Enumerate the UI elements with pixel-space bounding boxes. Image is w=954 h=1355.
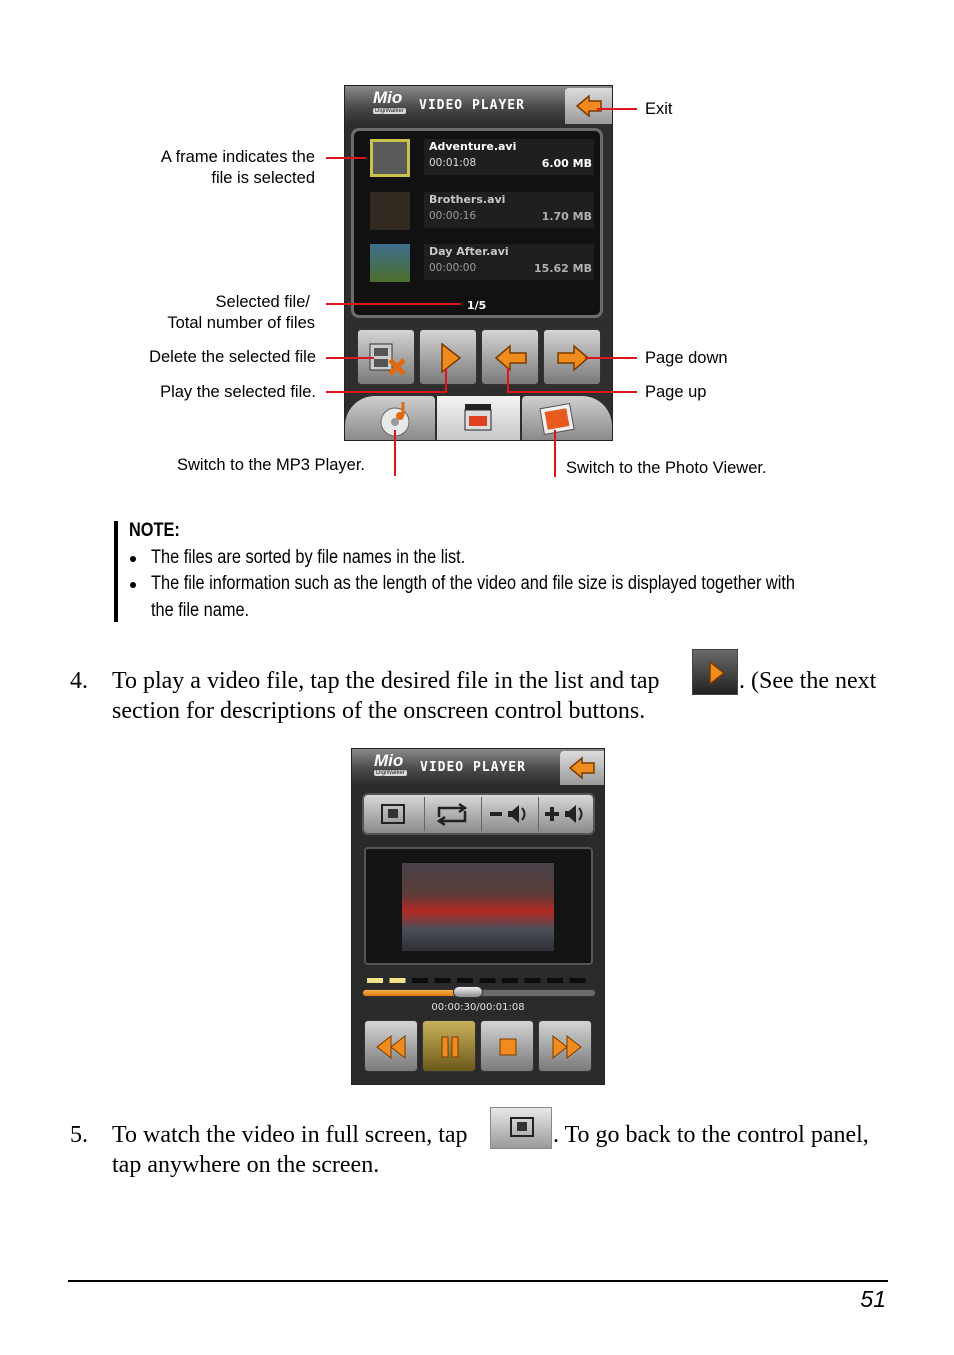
note-bullet-1: The files are sorted by file names in the list. (151, 547, 466, 568)
bullet-dot (130, 556, 136, 562)
step4-text-b: . (See the next (739, 668, 877, 694)
fullscreen-button[interactable] (366, 797, 421, 831)
callout-line (597, 108, 637, 110)
callout-delete: Delete the selected file (149, 348, 316, 366)
file-size: 15.62 MB (534, 262, 592, 275)
callout-line (507, 368, 509, 393)
file-thumbnail (370, 244, 410, 282)
play-icon (693, 650, 739, 696)
volume-segment (547, 978, 563, 983)
mp3-player-tab[interactable] (345, 396, 435, 440)
volume-up-button[interactable] (538, 797, 594, 831)
app-title: VIDEO PLAYER (420, 760, 526, 775)
file-list-panel (351, 128, 603, 318)
file-duration: 00:00:00 (429, 262, 477, 274)
note-bar (114, 521, 118, 622)
video-frame (364, 847, 593, 965)
file-name: Brothers.avi (429, 193, 506, 206)
callout-page-up: Page up (645, 383, 707, 401)
repeat-icon (425, 797, 480, 831)
progress-track[interactable] (362, 989, 596, 997)
app-header (345, 86, 612, 124)
step5-number: 5. (70, 1122, 88, 1148)
volume-segment (367, 978, 383, 983)
file-thumbnail (370, 192, 410, 230)
fast-forward-icon (539, 1021, 593, 1073)
playback-time: 00:00:30/00:01:08 (431, 1002, 525, 1013)
back-arrow-icon (565, 88, 612, 124)
digiwalker-logo: DigiWalker (375, 108, 404, 114)
step4-number: 4. (70, 668, 88, 694)
photo-icon (522, 396, 612, 440)
exit-button[interactable] (565, 88, 612, 124)
volume-segment (502, 978, 518, 983)
callout-frame-line2: file is selected (211, 169, 315, 187)
app-title: VIDEO PLAYER (419, 98, 525, 113)
file-duration: 00:01:08 (429, 157, 477, 169)
file-duration: 00:00:16 (429, 210, 477, 222)
digiwalker-logo: DigiWalker (376, 770, 405, 776)
footer-rule (68, 1280, 888, 1282)
callout-line (326, 391, 446, 393)
play-icon (420, 330, 478, 386)
step5-text-b: . To go back to the control panel, (553, 1122, 869, 1148)
file-row[interactable] (354, 135, 600, 179)
callout-line (326, 303, 461, 305)
callout-line (585, 357, 637, 359)
callout-mp3: Switch to the MP3 Player. (177, 456, 366, 474)
file-size: 6.00 MB (541, 157, 592, 170)
volume-segment (390, 978, 406, 983)
file-name: Day After.avi (429, 245, 509, 258)
volume-segment (412, 978, 428, 983)
callout-selected-line2: Total number of files (167, 314, 315, 332)
cd-music-icon (345, 396, 435, 440)
fullscreen-button-inline (490, 1107, 552, 1149)
callout-frame-line1: A frame indicates the (160, 148, 315, 166)
volume-level-indicator (367, 971, 592, 977)
back-arrow-icon (560, 751, 604, 785)
repeat-button[interactable] (424, 797, 480, 831)
video-player-tab[interactable] (437, 396, 520, 440)
rewind-button[interactable] (364, 1020, 418, 1072)
callout-selected-line1: Selected file/ (215, 293, 310, 311)
callout-play: Play the selected file. (160, 383, 316, 401)
play-button[interactable] (419, 329, 477, 385)
fullscreen-icon (366, 797, 421, 831)
mio-logo: Mio (374, 751, 404, 770)
callout-photo: Switch to the Photo Viewer. (566, 459, 767, 477)
step4-text-c: section for descriptions of the onscreen control buttons. (112, 698, 646, 724)
callout-line (326, 357, 374, 359)
file-row[interactable] (354, 240, 600, 284)
pause-icon (423, 1021, 477, 1073)
fast-forward-button[interactable] (538, 1020, 592, 1072)
app-header (352, 749, 604, 785)
page-number: 51 (860, 1286, 886, 1312)
video-playback-screenshot (351, 748, 605, 1085)
volume-segment (457, 978, 473, 983)
volume-down-button[interactable] (481, 797, 537, 831)
left-arrow-icon (482, 330, 540, 386)
step5-text-c: tap anywhere on the screen. (112, 1152, 380, 1178)
callout-line (326, 157, 366, 159)
video-image (402, 863, 554, 951)
fullscreen-icon (491, 1108, 553, 1150)
callout-line (508, 391, 637, 393)
callout-exit: Exit (645, 100, 673, 118)
step5-text-a: To watch the video in full screen, tap (112, 1122, 468, 1148)
bullet-dot (130, 582, 136, 588)
page-up-button[interactable] (481, 329, 539, 385)
volume-down-icon (482, 797, 537, 831)
video-list-screenshot (344, 85, 613, 441)
volume-segment (435, 978, 451, 983)
mio-logo: Mio (373, 88, 403, 107)
photo-viewer-tab[interactable] (522, 396, 612, 440)
progress-slider-knob[interactable] (453, 986, 483, 998)
volume-segment (570, 978, 586, 983)
pause-button[interactable] (422, 1020, 476, 1072)
exit-button[interactable] (560, 751, 604, 785)
top-control-bar (362, 793, 595, 835)
callout-line (554, 430, 556, 477)
note-bullet-2: The file information such as the length of the video and file size is displayed together with (151, 573, 795, 594)
clapper-icon (437, 396, 520, 440)
file-row[interactable] (354, 188, 600, 232)
volume-up-icon (539, 797, 594, 831)
file-thumbnail (370, 139, 410, 177)
rewind-icon (365, 1021, 419, 1073)
volume-segment (525, 978, 541, 983)
file-counter: 1/5 (467, 299, 487, 312)
file-size: 1.70 MB (541, 210, 592, 223)
file-name: Adventure.avi (429, 140, 517, 153)
note-bullet-2-cont: the file name. (151, 600, 250, 621)
stop-icon (481, 1021, 535, 1073)
callout-page-down: Page down (645, 349, 728, 367)
callout-line (445, 368, 447, 393)
callout-line (394, 430, 396, 476)
volume-segment (480, 978, 496, 983)
note-heading: NOTE: (129, 520, 180, 541)
play-button-inline (692, 649, 738, 695)
stop-button[interactable] (480, 1020, 534, 1072)
step4-text-a: To play a video file, tap the desired file in the list and tap (112, 668, 660, 694)
